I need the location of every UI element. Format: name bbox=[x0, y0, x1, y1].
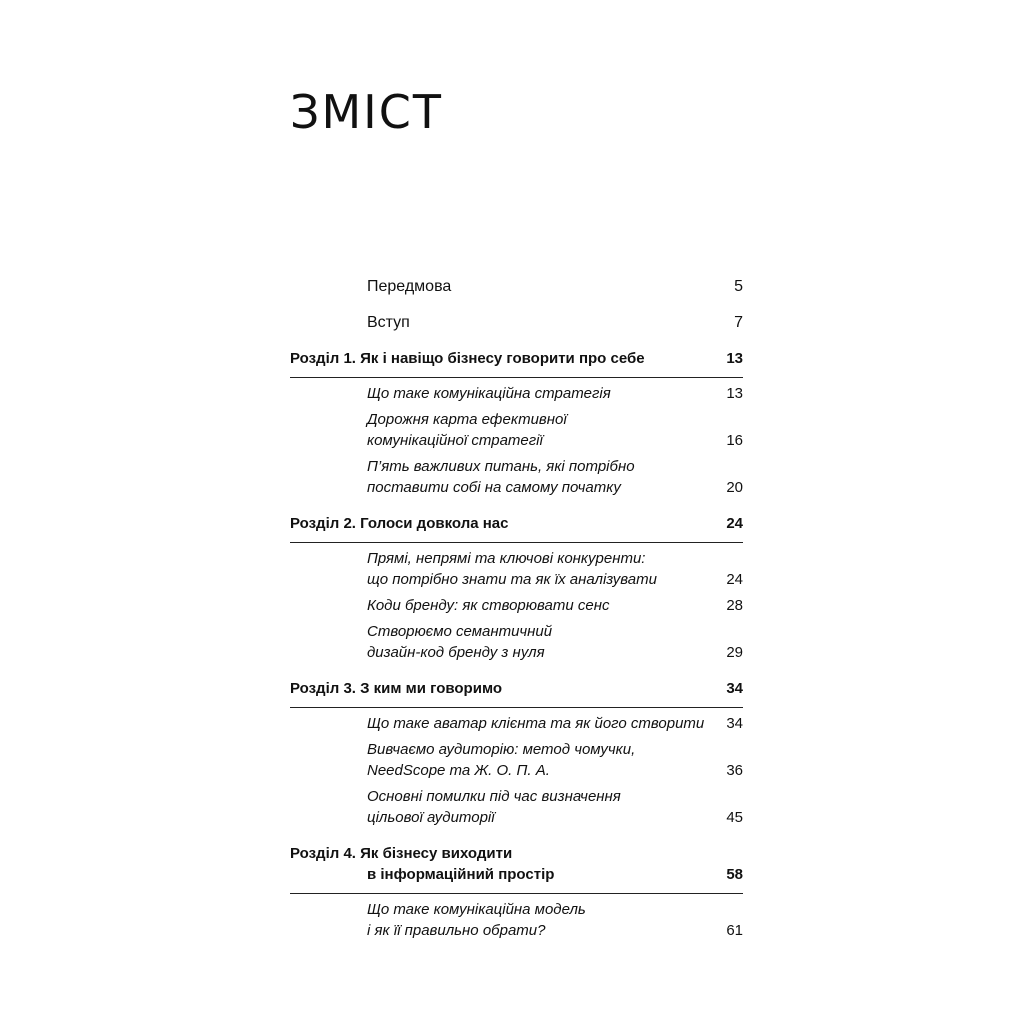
toc-page-number: 29 bbox=[726, 644, 743, 661]
section-title: Що таке комунікаційна модель і як її правильно обрати? bbox=[367, 901, 586, 939]
toc-section-1-1[interactable] bbox=[290, 383, 743, 404]
section-title: Основні помилки під час визначення цільової аудиторії bbox=[367, 788, 621, 826]
toc-entry-label: Передмова bbox=[367, 278, 452, 295]
toc-section-2-1[interactable] bbox=[290, 548, 743, 590]
toc-section-3-1[interactable] bbox=[290, 713, 743, 734]
section-title: Вивчаємо аудиторію: метод чомучки, NeedScope та Ж. О. П. А. bbox=[367, 741, 636, 779]
toc-page-number: 13 bbox=[726, 350, 743, 367]
toc-section-4-1[interactable] bbox=[290, 899, 743, 941]
section-title: Коди бренду: як створювати сенс bbox=[367, 597, 610, 614]
toc-page-number: 36 bbox=[726, 762, 743, 779]
toc-page-number: 24 bbox=[726, 515, 743, 532]
table-of-contents bbox=[290, 276, 743, 941]
toc-section-3-3[interactable] bbox=[290, 786, 743, 828]
toc-entry-label: Вступ bbox=[367, 314, 410, 331]
chapter-title: Розділ 3. З ким ми говоримо bbox=[290, 680, 502, 697]
toc-page-number: 34 bbox=[726, 680, 743, 697]
toc-page-number: 34 bbox=[726, 715, 743, 732]
toc-chapter-2[interactable] bbox=[290, 498, 743, 543]
section-title: П’ять важливих питань, які потрібно поставити собі на самому початку bbox=[367, 458, 635, 496]
toc-page-number: 13 bbox=[726, 385, 743, 402]
toc-page-number: 5 bbox=[734, 278, 743, 295]
toc-section-3-2[interactable] bbox=[290, 739, 743, 781]
page-title: ЗМІСТ bbox=[290, 85, 443, 139]
toc-section-1-3[interactable] bbox=[290, 456, 743, 498]
chapter-title-continuation: в інформаційний простір bbox=[367, 866, 555, 883]
toc-entry-front-1[interactable] bbox=[290, 276, 743, 297]
section-title: Прямі, непрямі та ключові конкуренти: що потрібно знати та як їх аналізувати bbox=[367, 550, 657, 588]
toc-page-number: 45 bbox=[726, 809, 743, 826]
toc-chapter-4[interactable] bbox=[290, 828, 743, 894]
chapter-title: Розділ 4. Як бізнесу виходити bbox=[290, 845, 513, 862]
toc-page-number: 58 bbox=[726, 866, 743, 883]
section-title: Дорожня карта ефективної комунікаційної стратегії bbox=[367, 411, 567, 449]
toc-page-number: 61 bbox=[726, 922, 743, 939]
toc-page-number: 7 bbox=[734, 314, 743, 331]
toc-page-number: 24 bbox=[726, 571, 743, 588]
section-title: Створюємо семантичний дизайн-код бренду з нуля bbox=[367, 623, 553, 661]
toc-page-number: 16 bbox=[726, 432, 743, 449]
toc-section-2-2[interactable] bbox=[290, 595, 743, 616]
toc-section-1-2[interactable] bbox=[290, 409, 743, 451]
toc-section-2-3[interactable] bbox=[290, 621, 743, 663]
chapter-title: Розділ 1. Як і навіщо бізнесу говорити про себе bbox=[290, 350, 645, 367]
toc-page-number: 20 bbox=[726, 479, 743, 496]
chapter-title: Розділ 2. Голоси довкола нас bbox=[290, 515, 509, 532]
toc-chapter-1[interactable] bbox=[290, 333, 743, 378]
section-title: Що таке комунікаційна стратегія bbox=[367, 385, 611, 402]
toc-entry-front-2[interactable] bbox=[290, 312, 743, 333]
section-title: Що таке аватар клієнта та як його створити bbox=[367, 715, 705, 732]
toc-page-number: 28 bbox=[726, 597, 743, 614]
toc-chapter-3[interactable] bbox=[290, 663, 743, 708]
